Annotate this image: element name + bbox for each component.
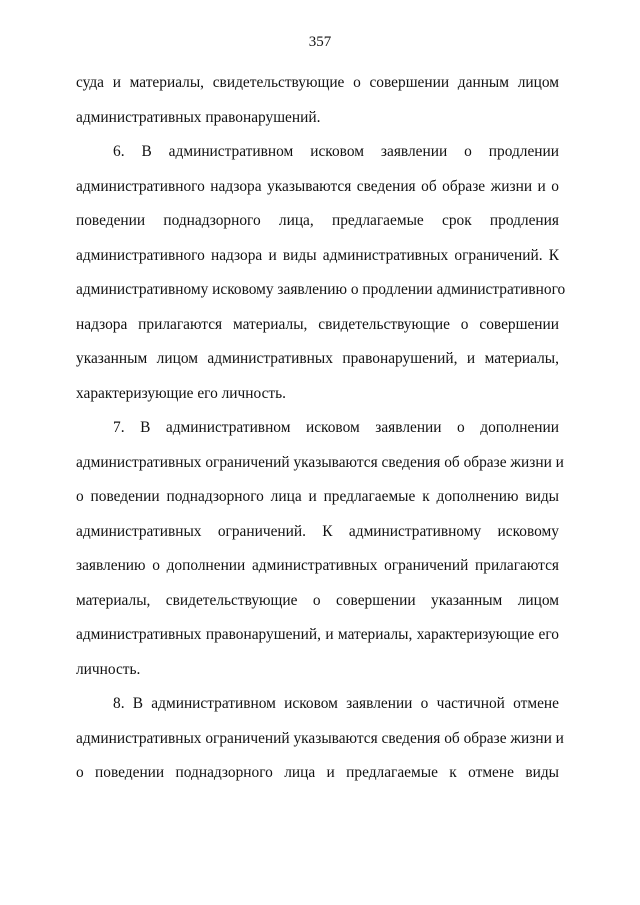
text-line: личность. [76,660,141,678]
text-line: административных ограничений. К административному исковому [76,522,559,540]
text-line: о поведении поднадзорного лица и предлагаемые к отмене виды [76,764,559,781]
text-line: поведении поднадзорного лица, предлагаемые срок продления [76,212,559,229]
text-line: 8. В административном исковом заявлении о частичной отмене [113,695,559,712]
text-line: характеризующие его личность. [76,384,287,402]
text-line: административному исковому заявлению о продлении административного [76,281,566,298]
text-line: материалы, свидетельствующие о совершении указанным лицом [76,591,559,609]
paragraph-3 [76,411,564,687]
text-line: о поведении поднадзорного лица и предлагаемые к дополнению виды [76,488,559,505]
text-line: заявлению о дополнении административных ограничений прилагаются [76,557,559,574]
text-line: 6. В административном исковом заявлении о продлении [113,143,559,160]
text-line: 7. В административном исковом заявлении о дополнении [113,419,559,436]
paragraph-2 [76,135,566,411]
text-line: административных ограничений указываются сведения об образе жизни и [76,453,564,471]
text-line: административных ограничений указываются сведения об образе жизни и [76,729,564,747]
text-line: надзора прилагаются материалы, свидетельствующие о совершении [76,315,559,333]
text-line: административных правонарушений, и материалы, характеризующие его [76,626,559,643]
paragraph-4 [76,687,564,791]
text-line: административного надзора и виды административных ограничений. К [76,246,559,264]
text-line: административного надзора указываются сведения об образе жизни и о [76,177,559,195]
page-number: 357 [308,34,332,50]
document-body [76,66,566,791]
paragraph-1 [76,66,559,135]
text-line: указанным лицом административных правонарушений, и материалы, [76,350,559,367]
text-line: суда и материалы, свидетельствующие о совершении данным лицом [76,74,559,91]
text-line: административных правонарушений. [76,108,321,126]
